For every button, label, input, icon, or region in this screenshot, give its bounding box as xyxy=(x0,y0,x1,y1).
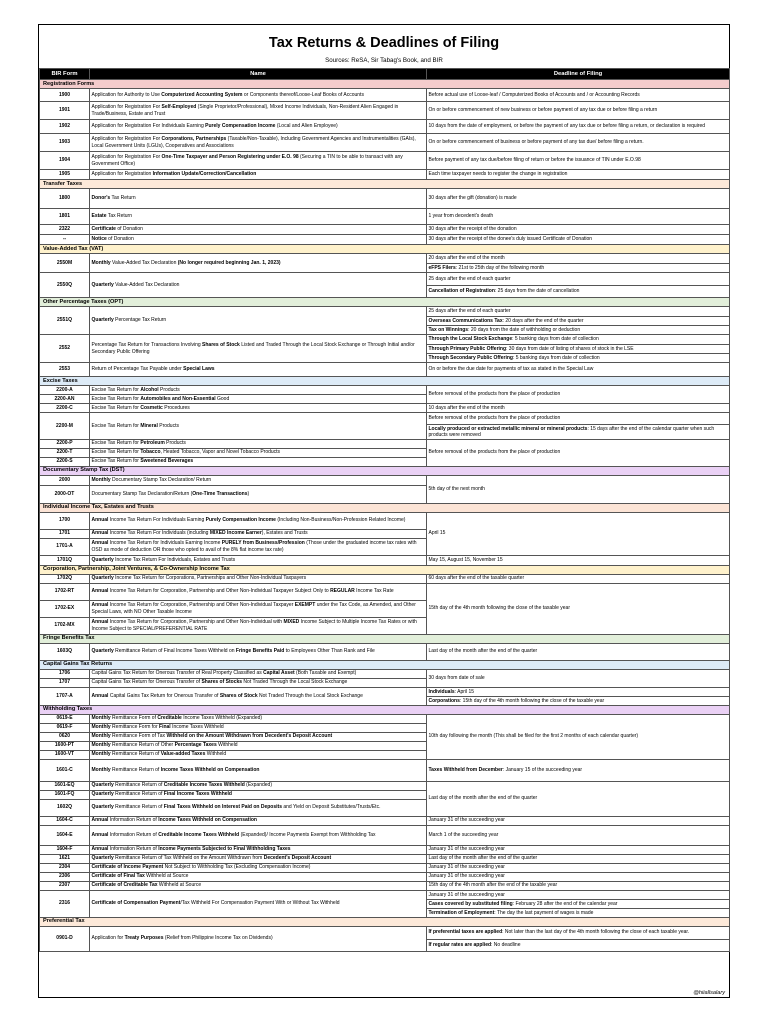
form-name: Certificate of Final Tax Withheld at Source xyxy=(90,872,427,881)
table-row xyxy=(40,854,730,863)
form-name: Capital Gains Tax Return for Onerous Transfer of Real Property Classified as Capital Asset (Both Taxable and Exempt) xyxy=(90,669,427,678)
section-title: Individual Income Tax, Estates and Trusts xyxy=(40,503,730,512)
deadline-line: 15th day of the 4th month after the end of the taxable year xyxy=(428,882,558,889)
bir-form-number: 1603Q xyxy=(40,643,90,660)
form-name: Quarterly Value-Added Tax Declaration xyxy=(90,273,427,298)
bir-form-number: 2200-C xyxy=(40,404,90,413)
bir-form-number: 1701-A xyxy=(40,538,90,555)
deadline-cell xyxy=(427,439,730,466)
deadline-cell xyxy=(427,273,730,298)
deadline-cell xyxy=(427,863,730,872)
section-header xyxy=(40,634,730,643)
deadline-line: March 1 of the succeeding year xyxy=(428,831,499,838)
deadline-cell xyxy=(427,687,730,705)
form-name: Monthly Remittance Return of Income Taxes Withheld on Compensation xyxy=(90,759,427,781)
deadline-cell xyxy=(427,854,730,863)
deadline-line: Overseas Communications Tax: 20 days after the end of the quarter xyxy=(427,316,729,325)
form-name: Monthly Remittance Form of Creditable Income Taxes Withheld (Expanded) xyxy=(90,714,427,723)
form-name: Annual Information Return of Income Taxes Withheld on Compensation xyxy=(90,816,427,825)
deadline-cell xyxy=(427,413,730,440)
deadline-cell xyxy=(427,120,730,134)
table-row xyxy=(40,555,730,565)
deadline-line: Corporations: 15th day of the 4th month following the close of the taxable year xyxy=(427,696,729,705)
deadline-cell xyxy=(427,872,730,881)
bir-form-number: 2306 xyxy=(40,872,90,881)
deadline-cell xyxy=(427,583,730,634)
bir-form-number: 0620 xyxy=(40,732,90,741)
deadline-line: Before actual use of Loose-leaf / Computerized Books of Accounts and / or Accounting Records xyxy=(428,91,640,98)
table-row xyxy=(40,335,730,363)
form-name: Documentary Stamp Tax Declaration/Return (One-Time Transactions) xyxy=(90,485,427,503)
table-row xyxy=(40,307,730,335)
table-row xyxy=(40,512,730,529)
table-row xyxy=(40,845,730,854)
table-header xyxy=(40,69,730,80)
deadline-line: April 15 xyxy=(428,530,446,537)
header-name: Name xyxy=(90,69,427,80)
form-name: Annual Income Tax Return For Individuals (including MIXED Income Earner), Estates and Trusts xyxy=(90,529,427,538)
form-name: Percentage Tax Return for Transactions Involving Shares of Stock Listed and Traded Through the Local Stock Exchange or Through Initial and/or Secondary Public Offering xyxy=(90,335,427,363)
deadline-line: Before payment of any tax due/before filing of return or before the issuance of TIN under E.O.98 xyxy=(428,157,641,164)
section-header xyxy=(40,503,730,512)
deadline-cell xyxy=(427,134,730,152)
table-body xyxy=(40,80,730,952)
deadline-line: 30 days from date of sale xyxy=(428,674,485,681)
section-header xyxy=(40,377,730,386)
table-row xyxy=(40,816,730,825)
form-name: Application for Authority to Use Computerized Accounting System or Components thereof/Loose-Leaf Books of Accounts xyxy=(90,89,427,102)
bir-form-number: 1905 xyxy=(40,170,90,180)
deadline-line: 25 days after the end of each quarter xyxy=(428,308,511,315)
section-title: Registration Forms xyxy=(40,80,730,89)
section-title: Fringe Benefits Tax xyxy=(40,634,730,643)
bir-form-number: 1601-FQ xyxy=(40,790,90,799)
bir-form-number: 1601-C xyxy=(40,759,90,781)
bir-form-number: 1702-MX xyxy=(40,617,90,634)
deadline-cell xyxy=(427,189,730,209)
section-header xyxy=(40,917,730,926)
section-header xyxy=(40,660,730,669)
table-row xyxy=(40,89,730,102)
deadline-line: On or before the due date for payments of tax as stated in the Special Law xyxy=(428,366,594,373)
form-name: Excise Tax Return for Sweetened Beverages xyxy=(90,457,427,466)
deadline-line: Tax on Winnings: 20 days from the date of withholding or deduction xyxy=(427,325,729,334)
bir-form-number: 1707 xyxy=(40,678,90,687)
form-name: Excise Tax Return for Tobacco, Heated Tobacco, Vapor and Novel Tobacco Products xyxy=(90,448,427,457)
form-name: Estate Tax Return xyxy=(90,209,427,225)
bir-form-number: 2551Q xyxy=(40,307,90,335)
table-row xyxy=(40,235,730,245)
bir-form-number: 0619-E xyxy=(40,714,90,723)
section-title: Other Percentage Taxes (OPT) xyxy=(40,298,730,307)
bir-form-number: 1701Q xyxy=(40,555,90,565)
section-header xyxy=(40,565,730,574)
section-header xyxy=(40,466,730,475)
bir-form-number: 1602Q xyxy=(40,799,90,816)
deadline-line: Through Primary Public Offering: 30 days from date of listing of shares of stock in the LSE xyxy=(427,344,729,353)
table-row xyxy=(40,120,730,134)
bir-form-number: 2200-S xyxy=(40,457,90,466)
bir-form-number: 1801 xyxy=(40,209,90,225)
table-row xyxy=(40,687,730,705)
form-name: Annual Information Return of Creditable Income Taxes Withheld (Expanded)/ Income Payments Exempt from Withholding Tax xyxy=(90,825,427,845)
section-title: Preferential Tax xyxy=(40,917,730,926)
deadline-cell xyxy=(427,669,730,687)
deadline-line: Before removal of the products from the place of production xyxy=(428,391,561,398)
bir-form-number: 1901 xyxy=(40,102,90,120)
form-name: Quarterly Remittance Return of Final Taxes Withheld on Interest Paid on Deposits and Yield on Deposit Substitutes/Trusts/Etc. xyxy=(90,799,427,816)
table-row xyxy=(40,872,730,881)
bir-form-number: 2000-OT xyxy=(40,485,90,503)
table-row xyxy=(40,439,730,448)
deadline-line: eFPS Filers: 21st to 25th day of the following month xyxy=(427,263,729,272)
deadline-line: Through Secondary Public Offering: 5 banking days from date of collection xyxy=(427,353,729,362)
form-name: Annual Information Return of Income Payments Subjected to Final Withholding Taxes xyxy=(90,845,427,854)
bir-form-number: 2316 xyxy=(40,890,90,917)
credit-handle: @hiiallsalary xyxy=(693,990,725,996)
table-row xyxy=(40,102,730,120)
deadline-line: Taxes Withheld from December: January 15 of the succeeding year xyxy=(428,766,583,773)
form-name: Excise Tax Return for Automobiles and Non-Essential Good xyxy=(90,395,427,404)
deadline-line: Before removal of the products from the place of production xyxy=(428,449,561,456)
deadline-line: January 31 of the succeeding year xyxy=(428,891,505,898)
form-name: Donor's Tax Return xyxy=(90,189,427,209)
table-row xyxy=(40,386,730,395)
form-name: Annual Income Tax Return for Corporation, Partnership and Other Non-Individual with MIXED Income Subject to Multiple Income Tax Rates or with Income Subject to SPECIAL/PREFERENTIAL RATE xyxy=(90,617,427,634)
form-name: Capital Gains Tax Return for Onerous Transfer of Shares of Stocks Not Traded Through the Local Stock Exchange xyxy=(90,678,427,687)
table-row xyxy=(40,189,730,209)
bir-form-number: 1600-VT xyxy=(40,750,90,759)
bir-form-number: 2550M xyxy=(40,254,90,273)
deadline-cell xyxy=(427,512,730,555)
form-name: Return of Percentage Tax Payable under Special Laws xyxy=(90,363,427,377)
bir-form-number: 2304 xyxy=(40,863,90,872)
table-row xyxy=(40,363,730,377)
tax-returns-sheet xyxy=(38,24,730,998)
bir-form-number: 2000 xyxy=(40,475,90,485)
deadline-line: On or before commencement of new business or before payment of any tax due or before filing a return xyxy=(428,107,658,114)
table-row xyxy=(40,863,730,872)
deadline-line: 30 days after the receipt of the donation xyxy=(428,226,517,233)
bir-form-number: 1701 xyxy=(40,529,90,538)
table-row xyxy=(40,413,730,440)
bir-form-number: 1600-PT xyxy=(40,741,90,750)
deadline-cell xyxy=(427,386,730,404)
deadline-cell xyxy=(427,643,730,660)
deadline-cell xyxy=(427,152,730,170)
form-name: Annual Income Tax Return For Individuals Earning Purely Compensation Income (Including Non-Business/Non-Profession Related Income) xyxy=(90,512,427,529)
deadline-cell xyxy=(427,881,730,890)
deadline-line: If regular rates are applied: No deadline xyxy=(427,939,729,951)
section-title: Transfer Taxes xyxy=(40,180,730,189)
table-row xyxy=(40,643,730,660)
table-row xyxy=(40,926,730,951)
form-name: Monthly Remittance Form for Final Income Taxes Withheld xyxy=(90,723,427,732)
deadline-line: 60 days after the end of the taxable quarter xyxy=(428,575,525,582)
deadline-line: Locally produced or extracted metallic mineral or mineral products: 15 days after the end of the calendar quarter when such products were removed xyxy=(427,424,729,439)
deadline-line: 20 days after the end of the month xyxy=(428,255,505,262)
table-row xyxy=(40,781,730,790)
deadlines-table xyxy=(39,68,730,952)
deadline-cell xyxy=(427,555,730,565)
deadline-cell xyxy=(427,475,730,503)
table-row xyxy=(40,881,730,890)
bir-form-number: 1604-E xyxy=(40,825,90,845)
bir-form-number: 2200-T xyxy=(40,448,90,457)
table-row xyxy=(40,574,730,583)
bir-form-number: 1700 xyxy=(40,512,90,529)
bir-form-number: 1707-A xyxy=(40,687,90,705)
deadline-line: Through the Local Stock Exchange: 5 banking days from date of collection xyxy=(428,336,599,343)
deadline-cell xyxy=(427,845,730,854)
form-name: Monthly Remittance Return of Other Percentage Taxes Withheld xyxy=(90,741,427,750)
deadline-cell xyxy=(427,759,730,781)
deadline-cell xyxy=(427,170,730,180)
section-title: Value-Added Tax (VAT) xyxy=(40,245,730,254)
bir-form-number: 2200-A xyxy=(40,386,90,395)
section-title: Withholding Taxes xyxy=(40,705,730,714)
table-row xyxy=(40,273,730,298)
form-name: Certificate of Creditable Tax Withheld at Source xyxy=(90,881,427,890)
bir-form-number: 1621 xyxy=(40,854,90,863)
deadline-line: 15th day of the 4th month following the close of the taxable year xyxy=(428,605,570,612)
bir-form-number: 1702Q xyxy=(40,574,90,583)
deadline-line: 10th day following the month (This shall be filed for the first 2 months of each calendar quarter) xyxy=(428,733,639,740)
form-name: Annual Income Tax Return for Corporation, Partnership and Other Non-Individual Taxpayer EXEMPT under the Tax Code, as Amended, and Other Special Laws, with NO Other Taxable Income xyxy=(90,600,427,617)
bir-form-number: 1702-RT xyxy=(40,583,90,600)
deadline-line: Last day of the month after the end of the quarter xyxy=(428,648,538,655)
form-name: Notice of Donation xyxy=(90,235,427,245)
form-name: Annual Capital Gains Tax Return for Onerous Transfer of Shares of Stock Not Traded Through the Local Stock Exchange xyxy=(90,687,427,705)
deadline-line: January 31 of the succeeding year xyxy=(428,864,505,871)
form-name: Monthly Documentary Stamp Tax Declaration/ Return xyxy=(90,475,427,485)
table-row xyxy=(40,170,730,180)
deadline-cell xyxy=(427,825,730,845)
deadline-cell xyxy=(427,89,730,102)
deadline-cell xyxy=(427,363,730,377)
table-row xyxy=(40,225,730,235)
deadline-cell xyxy=(427,926,730,951)
table-row xyxy=(40,669,730,678)
form-name: Quarterly Remittance Return of Final Income Taxes Withheld xyxy=(90,790,427,799)
section-header xyxy=(40,80,730,89)
deadline-line: 10 days from the date of employment, or before the payment of any tax due or before filing a return, or declaration is required xyxy=(428,123,706,130)
bir-form-number: 0619-F xyxy=(40,723,90,732)
table-row xyxy=(40,825,730,845)
bir-form-number: 1706 xyxy=(40,669,90,678)
form-name: Excise Tax Return for Alcohol Products xyxy=(90,386,427,395)
deadline-cell xyxy=(427,404,730,413)
form-name: Quarterly Remittance Return of Final Income Taxes Withheld on Fringe Benefits Paid to Employees Other Than Rank and File xyxy=(90,643,427,660)
form-name: Excise Tax Return for Petroleum Products xyxy=(90,439,427,448)
table-row xyxy=(40,209,730,225)
bir-form-number: 1601-EQ xyxy=(40,781,90,790)
deadline-line: Individuals: April 15 xyxy=(428,688,475,695)
form-name: Annual Income Tax Return for Individuals Earning Income PURELY from Business/Profession (Those under the graduated income tax rates with OSD as mode of deduction OR those who opted to avail of the 8% flat income tax rate) xyxy=(90,538,427,555)
deadline-line: January 31 of the succeeding year xyxy=(428,846,505,853)
bir-form-number: 1604-C xyxy=(40,816,90,825)
deadline-line: May 15, August 15, November 15 xyxy=(428,556,503,563)
table-row xyxy=(40,134,730,152)
table-row xyxy=(40,475,730,485)
deadline-cell xyxy=(427,254,730,273)
deadline-line: January 31 of the succeeding year xyxy=(428,817,505,824)
bir-form-number: -- xyxy=(40,235,90,245)
table-row xyxy=(40,254,730,273)
section-header xyxy=(40,298,730,307)
form-name: Certificate of Donation xyxy=(90,225,427,235)
deadline-line: Before removal of the products from the place of production xyxy=(428,415,561,422)
bir-form-number: 1604-F xyxy=(40,845,90,854)
section-title: Capital Gains Tax Returns xyxy=(40,660,730,669)
form-name: Quarterly Income Tax Return for Corporations, Partnerships and Other Non-Individual Taxpayers xyxy=(90,574,427,583)
header-deadline: Deadline of Filing xyxy=(427,69,730,80)
section-title: Excise Taxes xyxy=(40,377,730,386)
form-name: Application for Registration For Corporations, Partnerships (Taxable/Non-Taxable), Including Government Agencies and Instrumentalities (GAIs), Local Government Units (LGUs), Cooperatives and Associations xyxy=(90,134,427,152)
deadline-cell xyxy=(427,574,730,583)
table-row xyxy=(40,890,730,917)
bir-form-number: 1904 xyxy=(40,152,90,170)
deadline-line: Cancellation of Registration: 25 days from the date of cancellation xyxy=(427,285,729,297)
form-name: Application for Treaty Purposes (Relief from Philippine Income Tax on Dividends) xyxy=(90,926,427,951)
table-row xyxy=(40,759,730,781)
form-name: Quarterly Remittance Return of Creditable Income Taxes Withheld (Expanded) xyxy=(90,781,427,790)
deadline-line: January 31 of the succeeding year xyxy=(428,873,505,880)
deadline-line: On or before commencement of business or before payment of any tax due/ before filing a return. xyxy=(428,139,644,146)
section-header xyxy=(40,705,730,714)
sources-line: Sources: ReSA, Sir Tabag's Book, and BIR xyxy=(325,57,443,64)
bir-form-number: 2552 xyxy=(40,335,90,363)
form-name: Excise Tax Return for Cosmetic Procedures xyxy=(90,404,427,413)
section-title: Corporation, Partnership, Joint Ventures, & Co-Ownership Income Tax xyxy=(40,565,730,574)
page-title: Tax Returns & Deadlines of Filing xyxy=(268,35,500,51)
deadline-cell xyxy=(427,209,730,225)
bir-form-number: 2550Q xyxy=(40,273,90,298)
deadline-line: 10 days after the end of the month xyxy=(428,404,505,411)
table-row xyxy=(40,152,730,170)
deadline-line: 25 days after the end of each quarter xyxy=(428,275,511,282)
deadline-cell xyxy=(427,781,730,816)
header-bir-form: BIR Form xyxy=(40,69,90,80)
section-header xyxy=(40,180,730,189)
section-header xyxy=(40,245,730,254)
form-name: Annual Income Tax Return for Corporation, Partnership and Other Non-Individual Taxpayer Subject Only to REGULAR Income Tax Rate xyxy=(90,583,427,600)
deadline-cell xyxy=(427,225,730,235)
deadline-cell xyxy=(427,335,730,363)
bir-form-number: 1702-EX xyxy=(40,600,90,617)
table-row xyxy=(40,583,730,600)
form-name: Certificate of Income Payment Not Subject to Withholding Tax (Excluding Compensation Income) xyxy=(90,863,427,872)
form-name: Monthly Value-Added Tax Declaration (No longer required beginning Jan. 1, 2023) xyxy=(90,254,427,273)
deadline-cell xyxy=(427,235,730,245)
bir-form-number: 2200-P xyxy=(40,439,90,448)
form-name: Monthly Remittance Form of Tax Withheld on the Amount Withdrawn from Decedent's Deposit Account xyxy=(90,732,427,741)
bir-form-number: 1900 xyxy=(40,89,90,102)
deadline-line: Last day of the month after the end of the quarter xyxy=(428,795,538,802)
form-name: Application for Registration For Individuals Earning Purely Compensation Income (Local and Alien Employee) xyxy=(90,120,427,134)
deadline-line: If preferential taxes are applied: Not later than the last day of the 4th month following the close of each taxable year. xyxy=(428,929,690,936)
deadline-line: 5th day of the next month xyxy=(428,485,485,492)
bir-form-number: 2322 xyxy=(40,225,90,235)
form-name: Application for Registration For Self-Employed (Single Proprietor/Professional), Mixed Income Individuals, Non-Resident Alien Engaged in Trade/Business, Estate and Trust xyxy=(90,102,427,120)
form-name: Quarterly Remittance Return of Tax Withheld on the Amount Withdrawn from Decedent's Deposit Account xyxy=(90,854,427,863)
deadline-cell xyxy=(427,307,730,335)
bir-form-number: 1800 xyxy=(40,189,90,209)
form-name: Quarterly Income Tax Return For Individuals, Estates and Trusts xyxy=(90,555,427,565)
bir-form-number: 2200-M xyxy=(40,413,90,440)
deadline-line: Cases covered by substituted filing: February 28 after the end of the calendar year xyxy=(427,899,729,908)
deadline-line: Each time taxpayer needs to register the change in registration xyxy=(428,171,568,178)
deadline-cell xyxy=(427,102,730,120)
form-name: Monthly Remittance Return of Value-added Taxes Withheld xyxy=(90,750,427,759)
deadline-line: 1 year from decedent's death xyxy=(428,213,494,220)
deadline-line: 30 days after the receipt of the donee's duly issued Certificate of Donation xyxy=(428,236,593,243)
deadline-line: 30 days after the gift (donation) is made xyxy=(428,195,517,202)
form-name: Quarterly Percentage Tax Return xyxy=(90,307,427,335)
form-name: Application for Registration For One-Time Taxpayer and Person Registering under E.O. 98 (Securing a TIN to be able to transact with any Government Office) xyxy=(90,152,427,170)
bir-form-number: 1903 xyxy=(40,134,90,152)
bir-form-number: 2553 xyxy=(40,363,90,377)
table-row xyxy=(40,404,730,413)
bir-form-number: 1902 xyxy=(40,120,90,134)
deadline-cell xyxy=(427,714,730,759)
deadline-cell xyxy=(427,890,730,917)
form-name: Excise Tax Return for Mineral Products xyxy=(90,413,427,440)
bir-form-number: 0901-D xyxy=(40,926,90,951)
deadline-cell xyxy=(427,816,730,825)
form-name: Certificate of Compensation Payment/Tax Withheld For Compensation Payment With or Without Tax Withheld xyxy=(90,890,427,917)
table-row xyxy=(40,714,730,723)
bir-form-number: 2200-AN xyxy=(40,395,90,404)
deadline-line: Last day of the month after the end of the quarter xyxy=(428,855,538,862)
form-name: Application for Registration Information Update/Correction/Cancellation xyxy=(90,170,427,180)
section-title: Documentary Stamp Tax (DST) xyxy=(40,466,730,475)
bir-form-number: 2307 xyxy=(40,881,90,890)
deadline-line: Termination of Employment: The day the last payment of wages is made xyxy=(427,908,729,917)
